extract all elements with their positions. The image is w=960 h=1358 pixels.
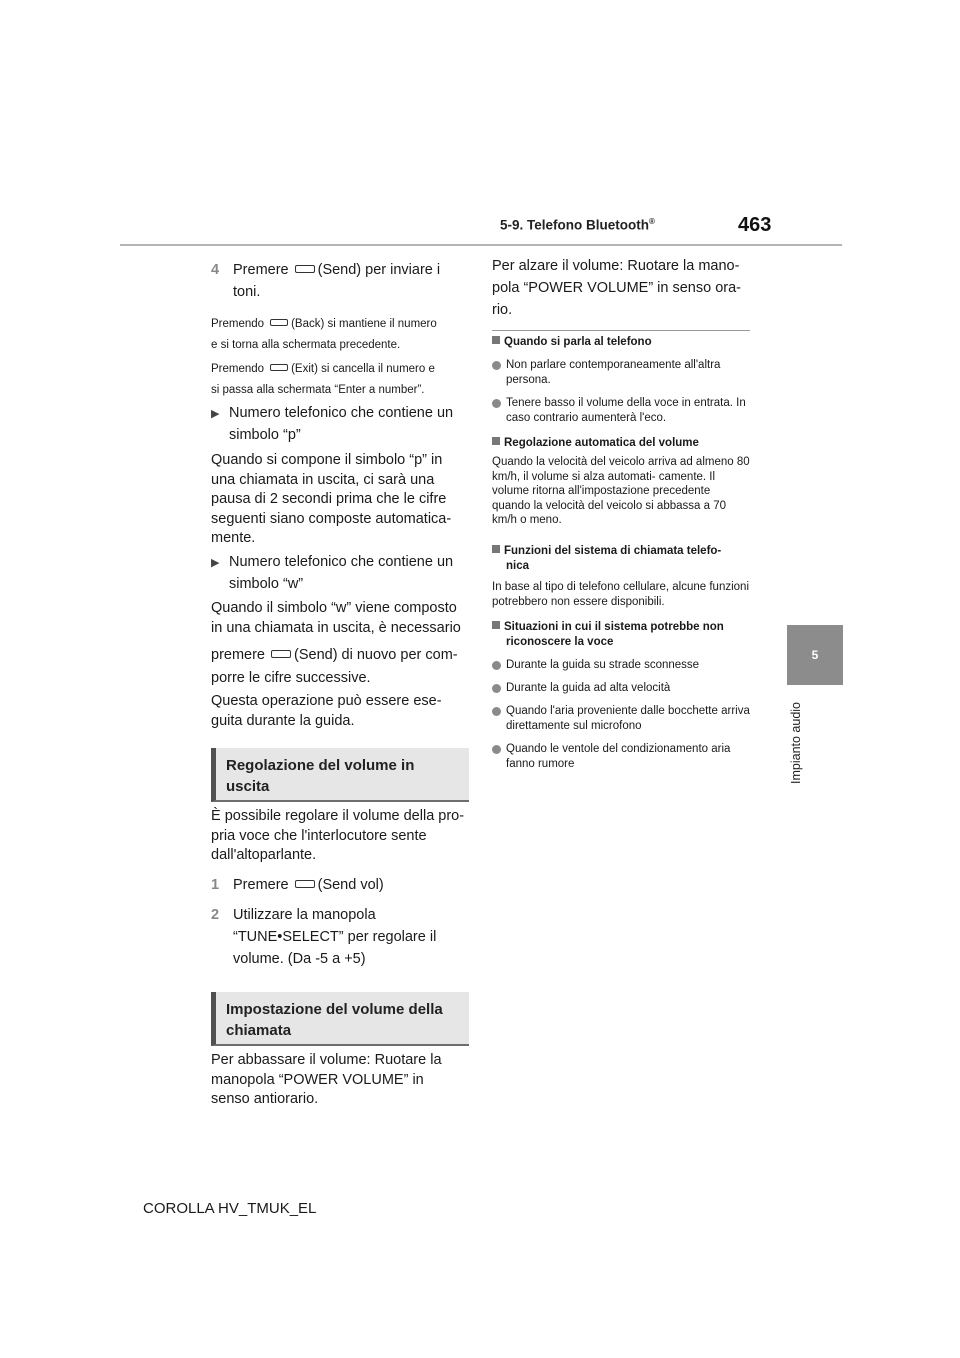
circle-bullet-icon [492,361,501,370]
section-heading-output-volume: Regolazione del volume in uscita [211,748,469,802]
step-number: 2 [211,907,220,923]
footer-model-code: COROLLA HV_TMUK_EL [143,1200,317,1217]
step-number: 1 [211,877,220,893]
square-bullet-icon [492,336,500,344]
triangle-bullet-icon: ▶ [211,408,220,420]
step-number: 4 [211,262,220,278]
send-button-icon [295,265,315,273]
send-vol-button-icon [295,880,315,888]
notes-divider [492,330,750,331]
step-1: 1 Premere (Send vol) [211,874,469,896]
circle-bullet-icon [492,745,501,754]
note-item: Tenere basso il volume della voce in entrata. In caso contrario aumenterà l'eco. [492,396,750,426]
step-2: 2 Utilizzare la manopola “TUNE•SELECT” per regolare il volume. (Da -5 a +5) [211,904,469,970]
lower-volume-text: Per abbassare il volume: Ruotare la manopola “POWER VOLUME” in senso antiorario. [211,1052,442,1107]
registered-mark: ® [649,217,655,226]
p-symbol-body: Quando si compone il simbolo “p” in una chiamata in uscita, ci sarà una pausa di 2 secondi prima che le cifre seguenti siano composte automatica- mente. [211,452,452,546]
circle-bullet-icon [492,399,501,408]
note-heading-phone: Quando si parla al telefono [492,335,750,350]
note-item: Durante la guida su strade sconnesse [492,658,750,674]
note-item: Quando le ventole del condizionamento aria fanno rumore [492,742,750,772]
volume-intro: È possibile regolare il volume della pro- pria voce che l'interlocutore sente dall'altoparlante. [211,808,465,863]
circle-bullet-icon [492,661,501,670]
square-bullet-icon [492,545,500,553]
square-bullet-icon [492,621,500,629]
note-heading-voice-recognition: Situazioni in cui il sistema potrebbe non riconoscere la voce [492,620,750,649]
step-4: 4 Premere (Send) per inviare i toni. [211,259,469,303]
back-note: Premendo (Back) si mantiene il numero e si torna alla schermata precedente. [211,318,437,351]
note-item: Durante la guida ad alta velocità [492,681,750,697]
square-bullet-icon [492,437,500,445]
exit-note: Premendo (Exit) si cancella il numero e si passa alla schermata “Enter a number”. [211,363,435,396]
note-heading-call-system: Funzioni del sistema di chiamata telefo- nica [492,544,750,573]
chapter-title: Impianto audio [789,701,803,784]
header-divider [120,244,842,246]
note-auto-volume-text: Quando la velocità del veicolo arriva ad almeno 80 km/h, il volume si alza automati- camente. Il volume ritorna all'impostazione precedente quando la velocità del veicolo si abbassa a 70 km/h o meno. [492,456,750,526]
section-heading-call-volume: Impostazione del volume della chiamata [211,992,469,1046]
page-number: 463 [738,214,772,236]
triangle-bullet-icon: ▶ [211,557,220,569]
p-symbol-heading: ▶ Numero telefonico che contiene un simbolo “p” [211,405,454,443]
circle-bullet-icon [492,684,501,693]
note-heading-auto-volume: Regolazione automatica del volume [492,436,750,451]
send-button-icon [271,650,291,658]
note-call-system-text: In base al tipo di telefono cellulare, alcune funzioni potrebbero non essere disponibili. [492,581,750,608]
chapter-tab[interactable]: 5 [787,625,843,685]
back-button-icon [270,319,288,326]
w-symbol-heading: ▶ Numero telefonico che contiene un simbolo “w” [211,554,454,592]
circle-bullet-icon [492,707,501,716]
w-symbol-body: Quando il simbolo “w” viene composto in una chiamata in uscita, è necessario premere (Send) di nuovo per com- porre le cifre successive. Questa operazione può essere ese- guita durante la guida. [211,600,461,729]
section-title: 5-9. Telefono Bluetooth® [500,217,655,233]
note-item: Quando l'aria proveniente dalle bocchette arriva direttamente sul microfono [492,704,750,734]
raise-volume-text: Per alzare il volume: Ruotare la mano- pola “POWER VOLUME” in senso ora- rio. [492,258,741,318]
exit-button-icon [270,364,288,371]
note-item: Non parlare contemporaneamente all'altra persona. [492,358,750,388]
